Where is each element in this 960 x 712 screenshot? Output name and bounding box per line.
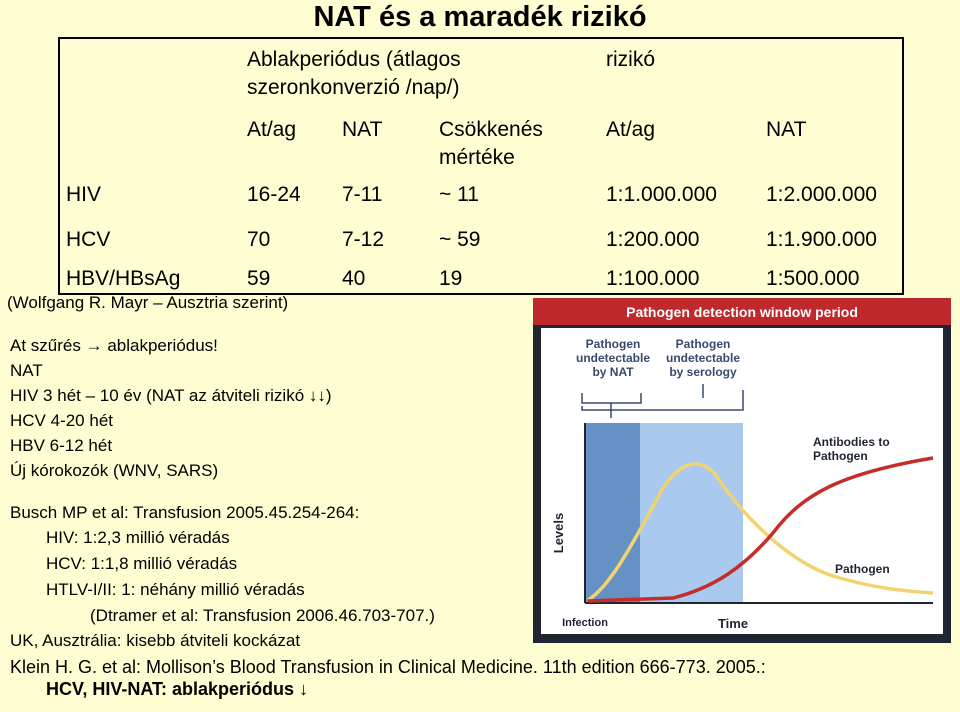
page-title: NAT és a maradék rizikó: [313, 1, 647, 33]
header-window-line1: Ablakperiódus (átlagos: [247, 48, 461, 71]
header-risk-atag: At/ag: [606, 118, 656, 141]
x-label-time: Time: [717, 616, 749, 631]
row-nat: 7-12: [342, 228, 385, 251]
figure-title: Pathogen detection window period: [626, 304, 858, 320]
risk-table: [58, 37, 904, 295]
row-reduction: ~ 11: [439, 183, 479, 206]
pathogen-detection-figure: [533, 298, 951, 643]
figure-svg: [533, 298, 951, 643]
bullet-line-nat: NAT: [10, 361, 43, 380]
row-reduction: ~ 59: [439, 228, 481, 251]
sero-label-line3: by serology: [669, 365, 737, 379]
row-pathogen: HCV: [66, 228, 111, 251]
row-risk-nat: 1:2.000.000: [766, 183, 877, 206]
busch-hiv: HIV: 1:2,3 millió véradás: [46, 528, 230, 547]
hcv-hiv-nat-line: [46, 678, 308, 700]
x-label-infection: Infection: [562, 617, 608, 629]
sero-label-line2: undetectable: [665, 351, 741, 365]
bullet-text: At szűrés: [10, 336, 81, 355]
header-window-line2: szeronkonverzió /nap/): [247, 76, 460, 99]
dtramer-ref: (Dtramer et al: Transfusion 2006.46.703-707.): [90, 606, 435, 625]
bullet-text: ablakperiódus!: [107, 336, 218, 355]
busch-htlv: HTLV-I/II: 1: néhány millió véradás: [46, 580, 305, 599]
row-atag: 16-24: [247, 183, 301, 206]
uk-line: UK, Ausztrália: kisebb átviteli kockázat: [10, 631, 301, 650]
y-axis-label: Levels: [551, 512, 566, 554]
pathogen-label: Pathogen: [835, 562, 890, 576]
header-reduction-line2: mértéke: [439, 146, 515, 169]
row-risk-nat: 1:1.900.000: [766, 228, 877, 251]
nat-label-line1: Pathogen: [585, 337, 641, 351]
header-atag: At/ag: [247, 118, 297, 141]
down-arrow-icon: ↓↓: [308, 386, 326, 405]
sero-label-line1: Pathogen: [675, 337, 731, 351]
nat-label-line2: undetectable: [575, 351, 651, 365]
row-nat: 40: [342, 267, 366, 290]
row-reduction: 19: [439, 267, 463, 290]
header-risk: rizikó: [606, 48, 656, 71]
down-arrow-icon: ↓: [299, 679, 309, 699]
row-risk-nat: 1:500.000: [766, 267, 860, 290]
row-pathogen: HIV: [66, 183, 102, 206]
antibodies-label-line2: Pathogen: [813, 449, 868, 463]
bullet-line-screening: [10, 333, 332, 358]
busch-title: Busch MP et al: Transfusion 2005.45.254-264:: [10, 503, 360, 522]
header-nat: NAT: [342, 118, 383, 141]
right-arrow-icon: →: [85, 336, 103, 355]
antibodies-label-line1: Antibodies to: [813, 435, 890, 449]
row-atag: 70: [247, 228, 271, 251]
row-pathogen: HBV/HBsAg: [66, 267, 181, 290]
source-note: (Wolfgang R. Mayr – Ausztria szerint): [7, 293, 289, 312]
bullet-text: ): [325, 386, 332, 405]
nat-label-line3: by NAT: [592, 365, 634, 379]
hcv-hiv-nat-text: HCV, HIV-NAT: ablakperiódus: [46, 679, 295, 699]
header-reduction-line1: Csökkenés: [439, 118, 543, 141]
row-atag: 59: [247, 267, 271, 290]
header-risk-nat: NAT: [766, 118, 807, 141]
row-risk-atag: 1:1.000.000: [606, 183, 717, 206]
row-risk-atag: 1:200.000: [606, 228, 700, 251]
bullet-line-hcv: HCV 4-20 hét: [10, 411, 113, 430]
busch-hcv: HCV: 1:1,8 millió véradás: [46, 554, 238, 573]
bullet-line-hiv: [10, 383, 332, 408]
klein-ref: Klein H. G. et al: Mollison’s Blood Transfusion in Clinical Medicine. 11th edition 666-773. 2005.:: [10, 657, 766, 677]
bullet-text: HIV 3 hét – 10 év (NAT az átviteli rizikó: [10, 386, 305, 405]
row-nat: 7-11: [342, 183, 383, 206]
bullet-block: [10, 333, 332, 483]
bullet-line-hbv: HBV 6-12 hét: [10, 436, 113, 455]
row-risk-atag: 1:100.000: [606, 267, 700, 290]
bullet-line-new-pathogens: Új kórokozók (WNV, SARS): [10, 461, 219, 480]
